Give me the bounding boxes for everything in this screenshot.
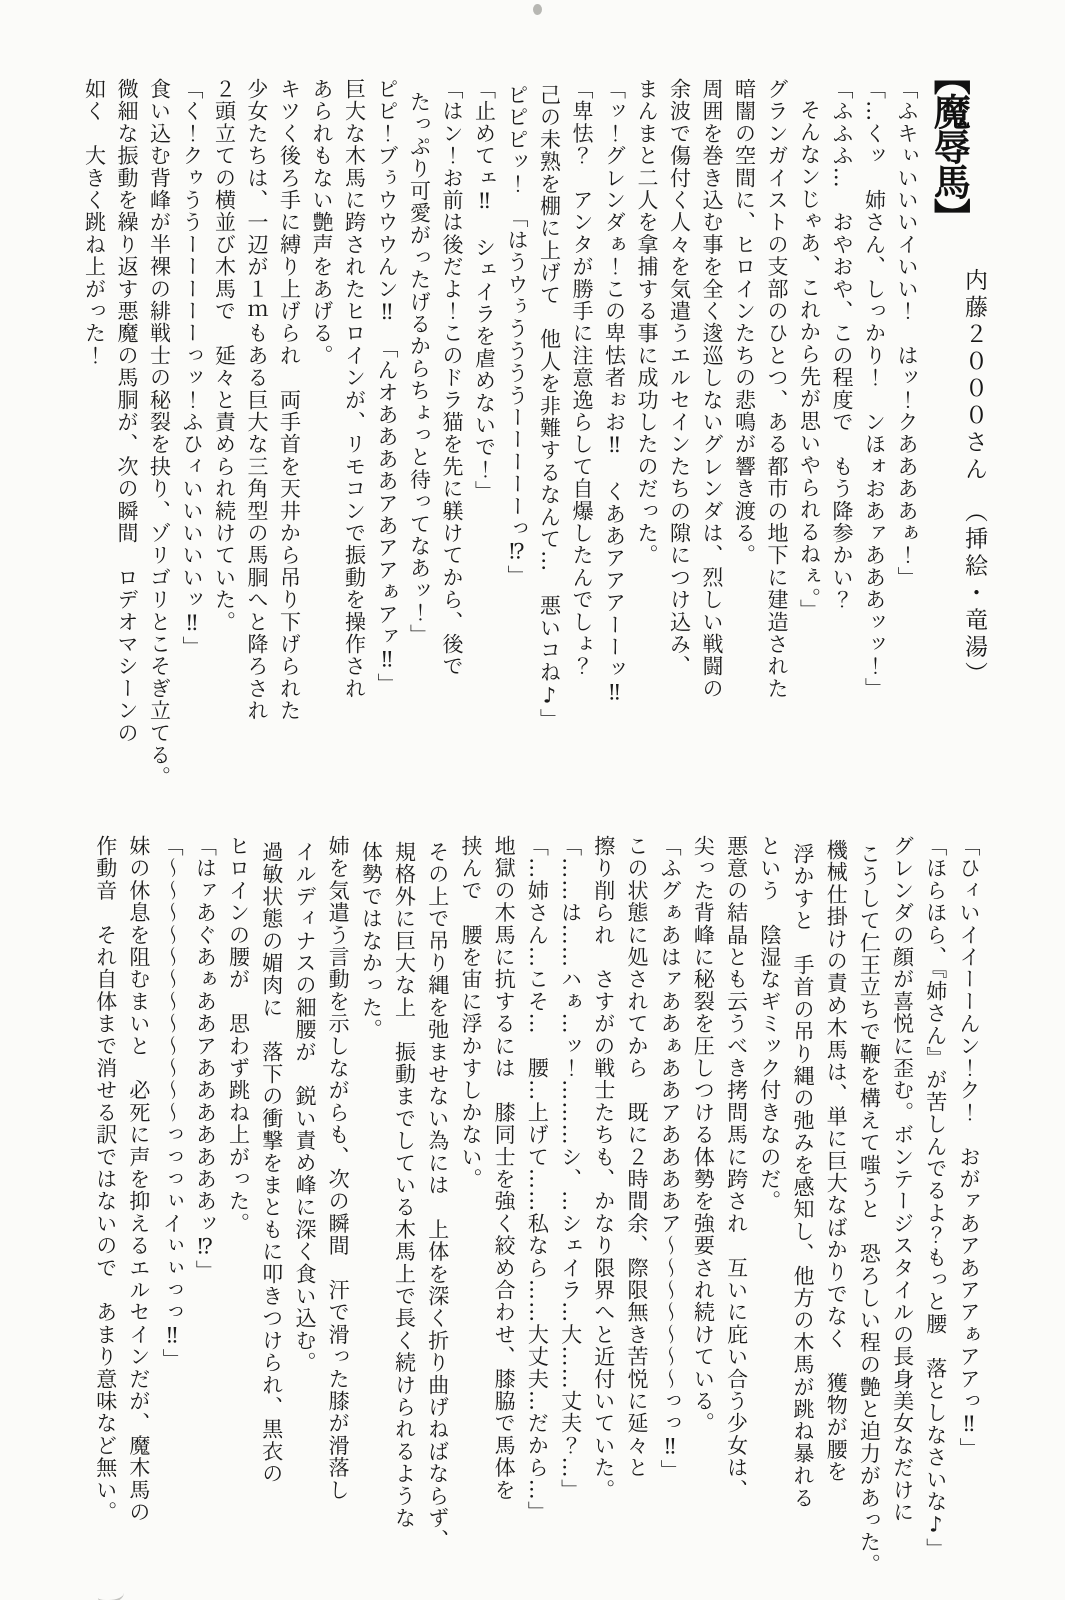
text-column: 「ふグぁあはァああぁああアああああア～～～～～～～っっ‼」 (658, 835, 683, 1482)
text-column: 「止めてェ‼ シェイラを虐めないで！」 (472, 78, 497, 503)
text-column: 挟んで 腰を宙に浮かすしかない。 (458, 835, 483, 1191)
text-column: 悪意の結晶とも云うべき拷問馬に跨され 互いに庇い合う少女は、 (724, 835, 749, 1501)
text-column: グレンダの顔が喜悦に歪む。ボンテージスタイルの長身美女なだけに (890, 835, 915, 1524)
text-column: ピピピッ！ 「はうウぅううううーーーーーっ⁉」 (505, 84, 529, 588)
text-column: 少女たちは、一辺が１ｍもある巨大な三角型の馬胴へと降ろされ (245, 78, 269, 722)
text-column: この状態に処されてから 既に２時間余、際限無き苦悦に延々と (624, 835, 649, 1479)
text-column: 「ふキぃいいいイいい！ はッ！クああああぁ！」 (895, 78, 919, 589)
text-column: 微細な振動を繰り返す悪魔の馬胴が、次の瞬間 ロデオマシーンの (115, 78, 139, 744)
text-column: 「はン！お前は後だよ！このドラ猫を先に躾けてから、後で (440, 78, 464, 678)
text-column: グランガイストの支部のひとつ、ある都市の地下に建造された (765, 78, 789, 700)
text-column: 機械仕掛けの責め木馬は、単に巨大なばかりでなく 獲物が腰を (824, 839, 849, 1483)
text-column: 過敏状態の媚肉に 落下の衝撃をまともに叩きつけられ、黒衣の (259, 841, 284, 1486)
text-column: 「ひィいイイーーんン！ク！ おがァあアあアアぁアアっ‼」 (957, 835, 981, 1460)
text-column: 妹の休息を阻むまいと 必死に声を抑えるエルセインだが、魔木馬の (126, 835, 151, 1524)
text-column: 浮かすと 手首の吊り縄の弛みを感知し、他方の木馬が跳ね暴れる (790, 843, 815, 1510)
text-column: 己の未熟を棚に上げて 他人を非難するなんて… 悪いコね♪」 (537, 84, 562, 732)
author-credit: 内藤２０００さん （挿絵・竜湯） (961, 268, 987, 689)
text-column: 作動音 それ自体まで消せる訳ではないので あまり意味など無い。 (93, 835, 118, 1524)
text-column: 姉を気遣う言動を示しながらも、次の瞬間 汗で滑った膝が滑落し (326, 835, 351, 1502)
text-column: ヒロインの腰が 思わず跳ね上がった。 (226, 835, 251, 1235)
text-column: ２頭立ての横並び木馬で 延々と責められ続けていた。 (212, 78, 237, 633)
scan-speck-top (533, 4, 542, 15)
text-column: こうして仁王立ちで鞭を構えて嗤うと 恐ろしい程の艶と迫力があった。 (857, 843, 882, 1576)
text-column: 尖った背峰に秘裂を圧しつける体勢を強要され続けている。 (691, 835, 716, 1435)
text-column: 「く！クゥううーーーーーっッ！ふひィいいいいいッ‼」 (180, 78, 204, 659)
text-column: 「…くッ 姉さん、しっかり！ ンほォおあァあああッッ！」 (862, 78, 887, 700)
text-column: キツく後ろ手に縛り上げられ 両手首を天井から吊り下げられた (277, 78, 302, 722)
text-column: 「ほらほら、『姉さん』が苦しんでるよ？もっと腰 落としなさいな♪」 (923, 835, 948, 1561)
text-column: たっぷり可愛がったげるからちょっと待ってなあッ！」 (407, 90, 432, 646)
text-column: 「……は……ハぁ…ッ！………シ、…シェイラ…大……丈夫？…」 (558, 835, 583, 1501)
text-column: 「ッ！グレンダぁ！この卑怯者ぉお‼ くああアアアーーッ‼ (602, 78, 627, 706)
text-column: 巨大な木馬に跨されたヒロインが、リモコンで振動を操作され (342, 78, 367, 700)
text-column: 周囲を巻き込む事を全く逡巡しないグレンダは、烈しい戦闘の (700, 78, 724, 700)
text-column: まんまと二人を拿捕する事に成功したのだった。 (635, 78, 659, 567)
text-column: という 陰湿なギミック付きなのだ。 (757, 835, 782, 1213)
text-column: 規格外に巨大な上 振動までしている木馬上で長く続けられるような (392, 841, 417, 1530)
text-column: ピピ！ブぅウウウんン‼ 「んオああああアあアアぁアァ‼」 (375, 78, 399, 696)
page-title: 【魔辱馬】 (927, 58, 972, 233)
text-column: 暗闇の空間に、ヒロインたちの悲鳴が響き渡る。 (732, 78, 757, 567)
story-top-block (78, 78, 923, 789)
text-column: 「～～～～～～～～～～～～っっっぃイぃぃっっ‼」 (160, 835, 185, 1371)
text-column: 余波で傷付く人々を気遣うエルセインたちの隙につけ込み、 (667, 78, 692, 678)
text-column: あられもない艶声をあげる。 (310, 78, 334, 367)
text-column: 如く 大きく跳ね上がった！ (82, 78, 107, 367)
text-column: 地獄の木馬に抗するには 膝同士を強く絞め合わせ、膝脇で馬体を (492, 835, 517, 1501)
text-column: 食い込む背峰が半裸の緋戦士の秘裂を抉り、ゾリゴリとこそぎ立てる。 (147, 78, 172, 789)
text-column: 「…姉さん…こそ… 腰…上げて……私なら……大丈夫…だから…」 (525, 835, 550, 1524)
scan-speck-bottom (98, 1586, 124, 1600)
text-column: イルディナスの細腰が 鋭い責め峰に深く食い込む。 (292, 841, 317, 1375)
text-column: 「卑怯？ アンタが勝手に注意逸らして自爆したんでしょ？ (570, 78, 594, 678)
text-column: 「はァあぐあぁああアあああああああッ⁉」 (193, 835, 218, 1282)
text-column: 「ふふふ… おやおや、この程度で もう降参かい？ (830, 78, 854, 611)
text-column: 擦り削られ さすがの戦士たちも、かなり限界へと近付いていた。 (591, 835, 616, 1501)
text-column: そんなンじゃあ、これから先が思いやられるねぇ。」 (797, 99, 822, 622)
story-bottom-block (89, 835, 985, 1576)
text-column: 体勢ではなかった。 (359, 841, 384, 1042)
text-column: その上で吊り縄を弛ませない為には 上体を深く折り曲げねばならず、 (425, 841, 450, 1552)
